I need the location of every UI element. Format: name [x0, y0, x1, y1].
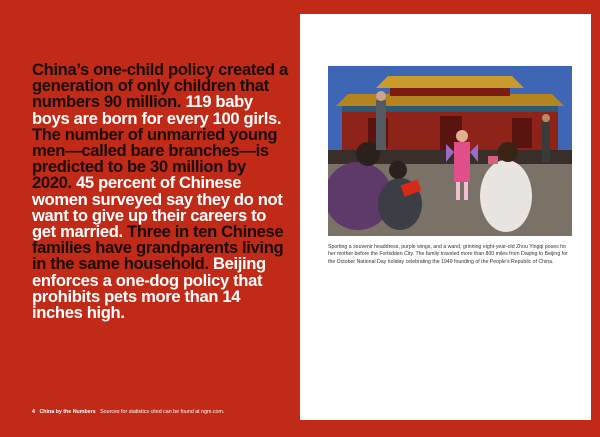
statistics-text-block [32, 62, 288, 321]
sources-note: Sources for statistics cited can be found at ngm.com. [100, 409, 225, 415]
forbidden-city-photo [328, 66, 572, 236]
left-page [0, 0, 298, 437]
stat-one-child: China’s one-child policy created a generation of only children that numbers 90 million. [32, 60, 288, 112]
page-footer [32, 409, 224, 415]
photo-caption: Sporting a souvenir headdress, purple wings, and a wand, grinning eight-year-old Zhou Yingqi poses for her mother before the Forbidden City. The family traveled more than 800 miles from Daqing to Beijing for the October National Day holiday celebrating the 1949 founding of the People’s Republic of China. [328, 244, 568, 265]
page-number: 4 [32, 409, 35, 415]
stat-one-dog-policy: Beijing enforces a one-dog policy that prohibits pets more than 14 inches high. [32, 254, 266, 323]
stat-women-careers: 45 percent of Chinese women surveyed say they do not want to give up their careers to get married. [32, 173, 283, 242]
stat-bare-branches: The number of unmarried young men—called bare branches—is predicted to be 30 million by 2020. [32, 124, 278, 193]
section-title: China by the Numbers [39, 409, 96, 415]
right-page [300, 14, 591, 420]
stat-baby-boys: 119 baby boys are born for every 100 girls. [32, 92, 282, 128]
stat-grandparents: Three in ten Chinese families have grandparents living in the same household. [32, 222, 284, 274]
